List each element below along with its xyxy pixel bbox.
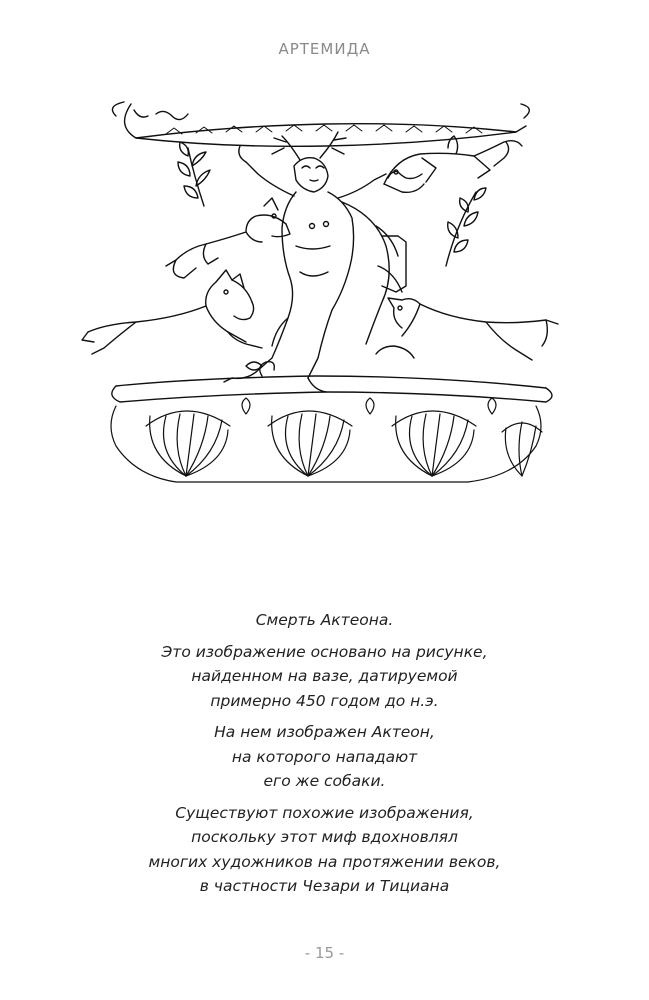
caption-line: найденном на вазе, датируемой — [191, 667, 458, 685]
caption-line: поскольку этот миф вдохновлял — [191, 828, 458, 846]
caption-paragraph — [0, 801, 649, 899]
laurel-left — [178, 142, 210, 206]
dog-left-upper — [166, 198, 290, 278]
page-number: - 15 - — [304, 944, 345, 962]
dog-left-lower — [82, 270, 262, 354]
palmettes-row — [111, 398, 542, 482]
caption-line: на которого нападают — [231, 747, 418, 766]
caption-paragraph — [0, 720, 649, 794]
caption-line: многих художников на протяжении веков, — [148, 852, 501, 871]
dog-top-right — [384, 136, 522, 192]
figure-caption — [0, 608, 649, 906]
actaeon-illustration — [76, 96, 568, 484]
caption-line: Смерть Актеона. — [255, 611, 394, 629]
caption-line: его же собаки. — [263, 772, 386, 790]
caption-line: Это изображение основано на рисунке, — [161, 642, 488, 661]
laurel-right — [446, 188, 486, 266]
running-header: АРТЕМИДА — [278, 40, 371, 58]
caption-line: примерно 450 годом до н.э. — [210, 691, 439, 710]
caption-line: Существуют похожие изображения, — [175, 803, 474, 822]
actaeon-figure — [224, 132, 406, 392]
caption-line: в частности Чезари и Тициана — [199, 877, 450, 895]
caption-paragraph — [0, 640, 649, 714]
caption-line: На нем изображен Актеон, — [214, 723, 435, 741]
dog-right-lower — [376, 298, 558, 360]
floor-band — [112, 362, 552, 402]
caption-title — [0, 608, 649, 633]
